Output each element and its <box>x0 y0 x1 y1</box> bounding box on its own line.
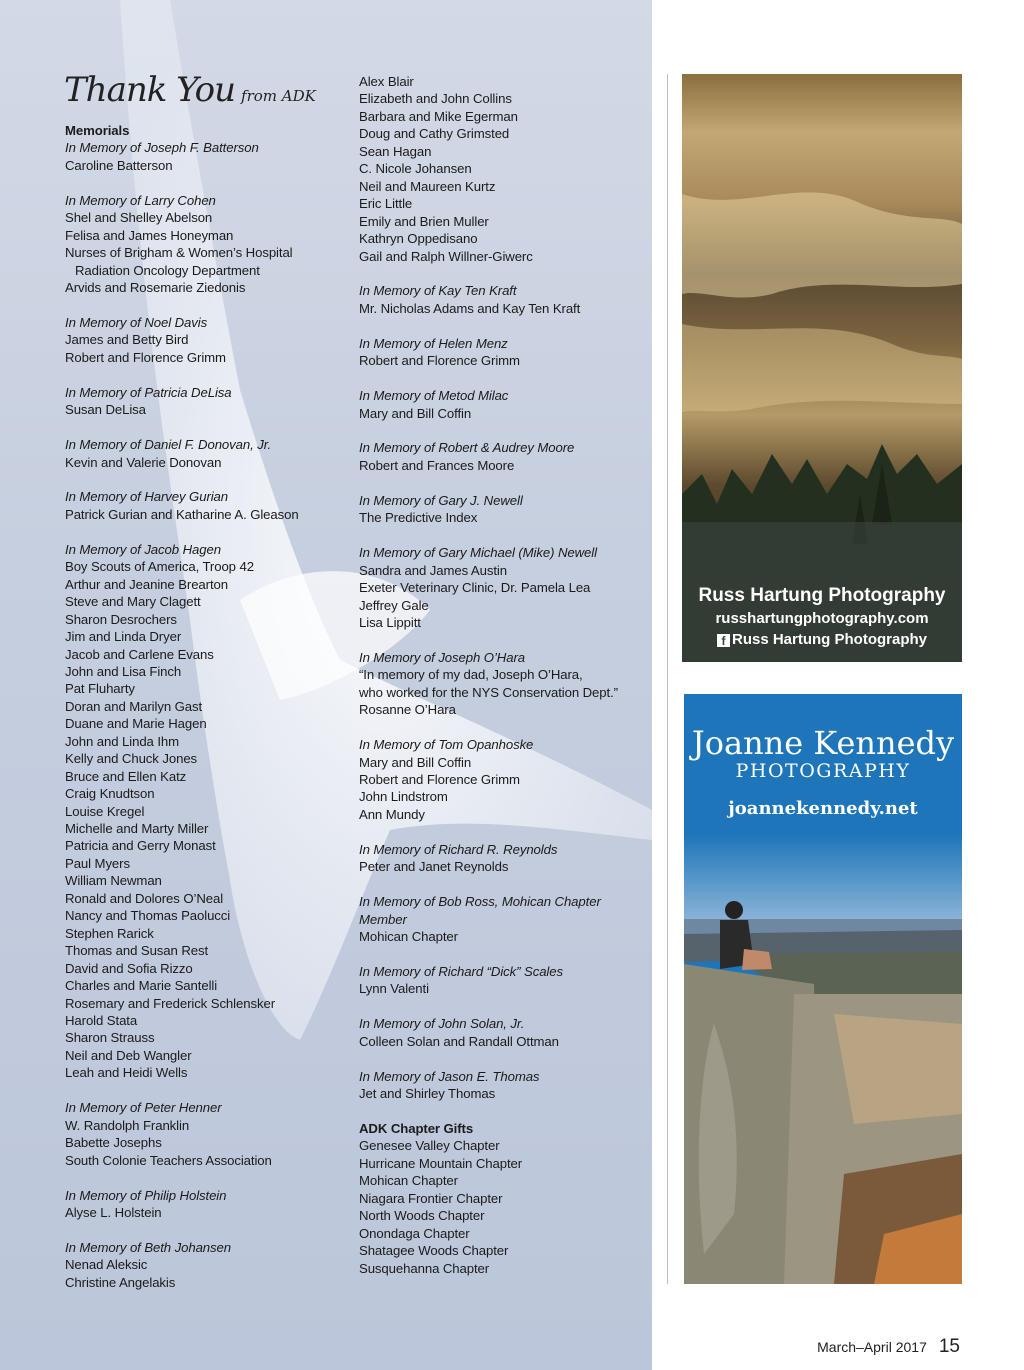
ad1-name: Russ Hartung Photography <box>698 585 946 606</box>
ad1-url[interactable]: russhartungphotography.com <box>715 610 929 627</box>
donor-name: Sharon Desrochers <box>65 611 177 627</box>
donor-name: Michelle and Marty Miller <box>65 821 209 837</box>
spacer <box>65 471 350 488</box>
memorial-heading: In Memory of Harvey Gurian <box>65 489 229 505</box>
donor-name: C. Nicole Johansen <box>359 161 472 177</box>
spacer <box>359 823 644 840</box>
spacer <box>359 719 644 736</box>
memorial-heading: In Memory of Robert & Audrey Moore <box>359 440 575 456</box>
donor-name: Colleen Solan and Randall Ottman <box>359 1033 559 1049</box>
donor-name: Jim and Linda Dryer <box>65 629 182 645</box>
memorial-heading: In Memory of Philip Holstein <box>65 1187 227 1203</box>
spacer <box>359 1050 644 1067</box>
russ-hartung-ad <box>682 74 962 662</box>
donor-name: Sean Hagan <box>359 143 432 159</box>
donor-name: Ronald and Dolores O’Neal <box>65 890 224 906</box>
donor-name: Nurses of Brigham & Women’s Hospital <box>65 245 293 261</box>
donor-name: Mary and Bill Coffin <box>359 405 472 421</box>
spacer <box>65 366 350 383</box>
spacer <box>359 370 644 387</box>
joanne-kennedy-ad <box>684 694 962 1284</box>
donor-name: Susan DeLisa <box>65 402 146 418</box>
ad2-name: Joanne Kennedy <box>691 724 955 762</box>
issue-date: March–April 2017 <box>817 1339 927 1355</box>
spacer <box>359 527 644 544</box>
donor-name: Robert and Florence Grimm <box>359 772 520 787</box>
thank-you-title <box>64 70 316 110</box>
donor-name: Steve and Mary Clagett <box>65 594 201 610</box>
spacer <box>359 946 644 963</box>
ad2-subtitle: PHOTOGRAPHY <box>735 760 911 782</box>
donor-name: Doug and Cathy Grimsted <box>359 126 510 142</box>
memorial-heading: In Memory of Peter Henner <box>65 1100 222 1116</box>
donor-name: Jacob and Carlene Evans <box>65 646 214 662</box>
donor-name: Barbara and Mike Egerman <box>359 108 518 124</box>
section-heading: Memorials <box>65 123 130 138</box>
donor-name: Elizabeth and John Collins <box>359 91 512 107</box>
donor-name: Genesee Valley Chapter <box>359 1138 500 1154</box>
donor-name: Sharon Strauss <box>65 1030 155 1046</box>
donor-name: Paul Myers <box>65 855 130 871</box>
column-divider <box>667 74 668 1284</box>
memorial-heading: In Memory of Metod Milac <box>359 388 509 404</box>
donor-name: Alyse L. Holstein <box>65 1204 162 1220</box>
donor-name: Leah and Heidi Wells <box>65 1065 188 1081</box>
donor-name: Mr. Nicholas Adams and Kay Ten Kraft <box>359 300 581 316</box>
memorial-heading: In Memory of Joseph O’Hara <box>359 649 525 665</box>
donor-name: Radiation Oncology Department <box>75 262 260 278</box>
donor-name: William Newman <box>65 873 162 889</box>
donor-name: Neil and Maureen Kurtz <box>359 178 496 194</box>
memorial-heading: In Memory of Bob Ross, Mohican Chapter <box>359 894 601 910</box>
spacer <box>359 876 644 893</box>
title-from: from ADK <box>241 87 316 105</box>
donor-name: Nancy and Thomas Paolucci <box>65 908 231 924</box>
donor-name: Doran and Marilyn Gast <box>65 698 203 714</box>
memorial-heading: In Memory of Richard R. Reynolds <box>359 841 558 857</box>
ad1-facebook-line[interactable] <box>682 631 962 648</box>
donor-name: Onondaga Chapter <box>359 1225 470 1241</box>
memorial-heading: In Memory of Larry Cohen <box>65 192 216 208</box>
memorial-heading: In Memory of Jason E. Thomas <box>359 1068 540 1084</box>
mountain-hiker-photo <box>684 694 962 1284</box>
title-main: Thank You <box>64 70 236 110</box>
donor-name: Rosemary and Frederick Schlensker <box>65 995 275 1011</box>
memorial-heading: In Memory of Helen Menz <box>359 335 508 351</box>
ad1-facebook-label: Russ Hartung Photography <box>731 631 927 648</box>
donor-name: Jet and Shirley Thomas <box>359 1086 496 1102</box>
spacer <box>65 1221 350 1238</box>
donor-name: Louise Kregel <box>65 803 145 819</box>
donor-name: Mohican Chapter <box>359 1173 458 1189</box>
page-number: 15 <box>938 1336 960 1357</box>
donor-name: Duane and Marie Hagen <box>65 716 207 732</box>
spacer <box>65 1169 350 1186</box>
donor-name: Mary and Bill Coffin <box>359 754 472 770</box>
donor-name: Eric Little <box>359 196 413 212</box>
donor-name: Craig Knudtson <box>65 786 155 802</box>
donor-name: Kelly and Chuck Jones <box>65 751 198 767</box>
donor-name: Robert and Florence Grimm <box>65 349 226 365</box>
donor-name: Bruce and Ellen Katz <box>65 768 187 784</box>
donor-name: Babette Josephs <box>65 1135 162 1151</box>
donor-name: John Lindstrom <box>359 789 448 805</box>
memorial-heading: In Memory of Noel Davis <box>65 314 208 330</box>
donor-name: Niagara Frontier Chapter <box>359 1190 503 1206</box>
donor-name: Sandra and James Austin <box>359 562 507 578</box>
memorial-heading: In Memory of Patricia DeLisa <box>65 384 232 400</box>
donor-column-left <box>65 122 350 1291</box>
donor-name: Susquehanna Chapter <box>359 1260 490 1276</box>
donor-name: who worked for the NYS Conservation Dept.” <box>359 684 618 700</box>
donor-name: Mohican Chapter <box>359 929 458 945</box>
memorial-heading: In Memory of Joseph F. Batterson <box>65 140 259 156</box>
donor-column-middle <box>359 73 644 1277</box>
donor-name: David and Sofia Rizzo <box>65 960 193 976</box>
spacer <box>359 317 644 334</box>
memorial-heading: In Memory of Tom Opanhoske <box>359 737 534 753</box>
donor-name: Gail and Ralph Willner-Giwerc <box>359 248 533 264</box>
spacer <box>359 474 644 491</box>
donor-name: South Colonie Teachers Association <box>65 1152 272 1168</box>
memorial-heading: In Memory of Daniel F. Donovan, Jr. <box>65 437 272 453</box>
spacer <box>359 998 644 1015</box>
spacer <box>65 419 350 436</box>
spacer <box>359 1103 644 1120</box>
donor-name: Peter and Janet Reynolds <box>359 859 509 875</box>
facebook-icon: f <box>717 634 730 647</box>
donor-name: Pat Fluharty <box>65 681 135 697</box>
memorial-heading: In Memory of Jacob Hagen <box>65 541 221 557</box>
donor-name: North Woods Chapter <box>359 1208 485 1224</box>
ad2-url[interactable]: joannekennedy.net <box>728 798 918 819</box>
spacer <box>359 265 644 282</box>
donor-name: Robert and Frances Moore <box>359 457 515 473</box>
donor-name: Patricia and Gerry Monast <box>65 838 216 854</box>
donor-name: Thomas and Susan Rest <box>65 943 209 959</box>
donor-name: Patrick Gurian and Katharine A. Gleason <box>65 506 299 522</box>
spacer <box>65 297 350 314</box>
donor-name: Felisa and James Honeyman <box>65 227 234 243</box>
donor-name: Harold Stata <box>65 1013 138 1029</box>
donor-name: Boy Scouts of America, Troop 42 <box>65 559 254 575</box>
donor-name: Nenad Aleksic <box>65 1257 148 1273</box>
memorial-heading: In Memory of John Solan, Jr. <box>359 1016 525 1032</box>
donor-name: Robert and Florence Grimm <box>359 353 520 369</box>
memorial-heading: In Memory of Beth Johansen <box>65 1239 231 1255</box>
donor-name: The Predictive Index <box>359 510 478 526</box>
page-footer <box>780 1336 960 1358</box>
spacer <box>65 174 350 191</box>
donor-name: W. Randolph Franklin <box>65 1117 190 1133</box>
spacer <box>65 1082 350 1099</box>
memorial-heading: In Memory of Richard “Dick” Scales <box>359 963 563 979</box>
memorial-heading: Member <box>359 911 407 927</box>
donor-name: Neil and Deb Wangler <box>65 1047 192 1063</box>
donor-name: Alex Blair <box>359 74 414 89</box>
donor-name: “In memory of my dad, Joseph O’Hara, <box>359 667 583 683</box>
donor-name: Lisa Lippitt <box>359 614 421 630</box>
donor-name: Arthur and Jeanine Brearton <box>65 576 228 592</box>
donor-name: Shatagee Woods Chapter <box>359 1243 509 1259</box>
donor-name: Arvids and Rosemarie Ziedonis <box>65 280 246 296</box>
donor-name: John and Lisa Finch <box>65 663 182 679</box>
donor-name: Lynn Valenti <box>359 981 429 997</box>
donor-name: Christine Angelakis <box>65 1274 176 1290</box>
section-heading: ADK Chapter Gifts <box>359 1120 474 1136</box>
donor-name: Jeffrey Gale <box>359 597 429 613</box>
spacer <box>359 631 644 648</box>
donor-name: John and Linda Ihm <box>65 733 180 749</box>
donor-name: James and Betty Bird <box>65 332 189 348</box>
donor-name: Rosanne O’Hara <box>359 702 456 718</box>
donor-name: Emily and Brien Muller <box>359 213 489 229</box>
donor-name: Exeter Veterinary Clinic, Dr. Pamela Lea <box>359 580 591 596</box>
spacer <box>65 523 350 540</box>
spacer <box>359 422 644 439</box>
donor-name: Shel and Shelley Abelson <box>65 210 213 226</box>
donor-name: Caroline Batterson <box>65 157 173 173</box>
memorial-heading: In Memory of Gary Michael (Mike) Newell <box>359 545 597 561</box>
donor-name: Ann Mundy <box>359 806 425 822</box>
memorial-heading: In Memory of Gary J. Newell <box>359 492 523 508</box>
donor-name: Kathryn Oppedisano <box>359 231 478 247</box>
memorial-heading: In Memory of Kay Ten Kraft <box>359 283 517 299</box>
donor-name: Hurricane Mountain Chapter <box>359 1155 523 1171</box>
donor-name: Stephen Rarick <box>65 925 154 941</box>
donor-name: Kevin and Valerie Donovan <box>65 454 222 470</box>
donor-name: Charles and Marie Santelli <box>65 978 218 994</box>
